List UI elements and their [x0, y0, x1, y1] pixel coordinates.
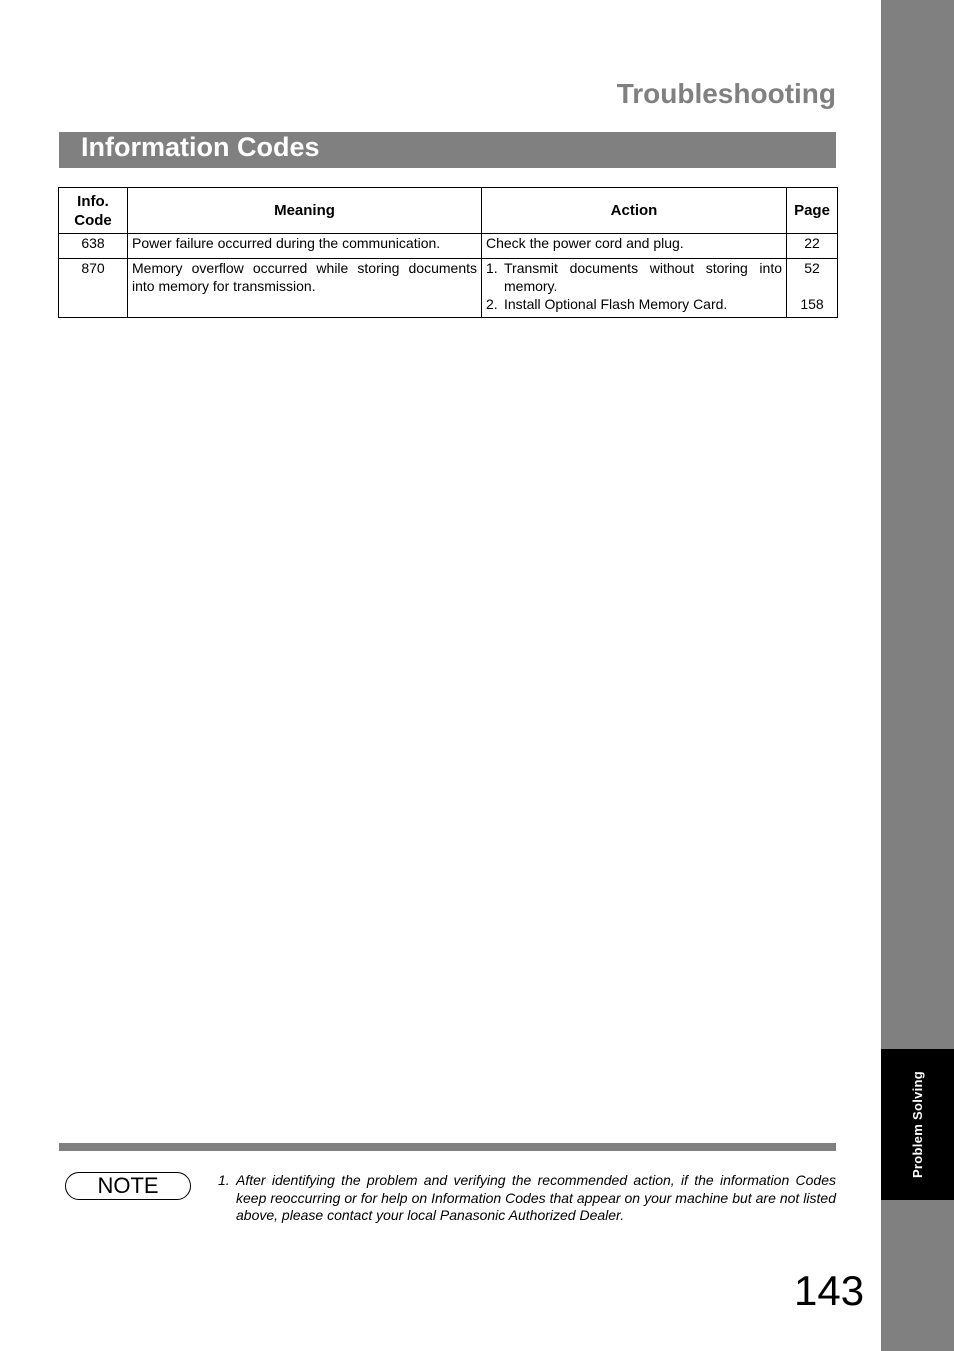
- note-item: [218, 1172, 836, 1225]
- header-info-code: Info. Code: [59, 188, 128, 234]
- action-number: 1.: [486, 260, 498, 276]
- action-list-item: [486, 259, 782, 295]
- action-text: Install Optional Flash Memory Card.: [504, 296, 728, 312]
- meaning-cell: Power failure occurred during the communication.: [128, 234, 482, 259]
- table-row: [59, 234, 838, 259]
- table-header-row: [59, 188, 838, 234]
- page-cell: [787, 259, 838, 318]
- side-tab: [881, 1049, 954, 1200]
- info-code-cell: 870: [59, 259, 128, 318]
- side-tab-label: Problem Solving: [910, 1070, 926, 1179]
- note-divider: [59, 1143, 836, 1151]
- header-page: Page: [787, 188, 838, 234]
- action-text: Transmit documents without storing into memory.: [504, 260, 782, 294]
- action-list-item: [486, 295, 782, 313]
- note-number: 1.: [218, 1172, 230, 1188]
- header-meaning: Meaning: [128, 188, 482, 234]
- action-cell: Check the power cord and plug.: [482, 234, 787, 259]
- page-cell: 22: [787, 234, 838, 259]
- note-badge: NOTE: [65, 1172, 191, 1200]
- page-ref: 52: [804, 260, 820, 276]
- info-code-cell: 638: [59, 234, 128, 259]
- note-text: After identifying the problem and verifying the recommended action, if the information Codes keep reoccurring or for help on Information Codes that appear on your machine but are not listed above, please contact your local Panasonic Authorized Dealer.: [236, 1172, 836, 1223]
- information-codes-table: [58, 187, 838, 318]
- page-number: 143: [794, 1267, 865, 1314]
- action-cell: [482, 259, 787, 318]
- page-header-title: Troubleshooting: [616, 78, 836, 109]
- table-row: [59, 259, 838, 318]
- section-title-bar: [59, 132, 836, 168]
- header-action: Action: [482, 188, 787, 234]
- action-number: 2.: [486, 296, 498, 312]
- meaning-cell: Memory overflow occurred while storing documents into memory for transmission.: [128, 259, 482, 318]
- section-title: Information Codes: [81, 132, 320, 162]
- page-ref: 158: [800, 296, 824, 312]
